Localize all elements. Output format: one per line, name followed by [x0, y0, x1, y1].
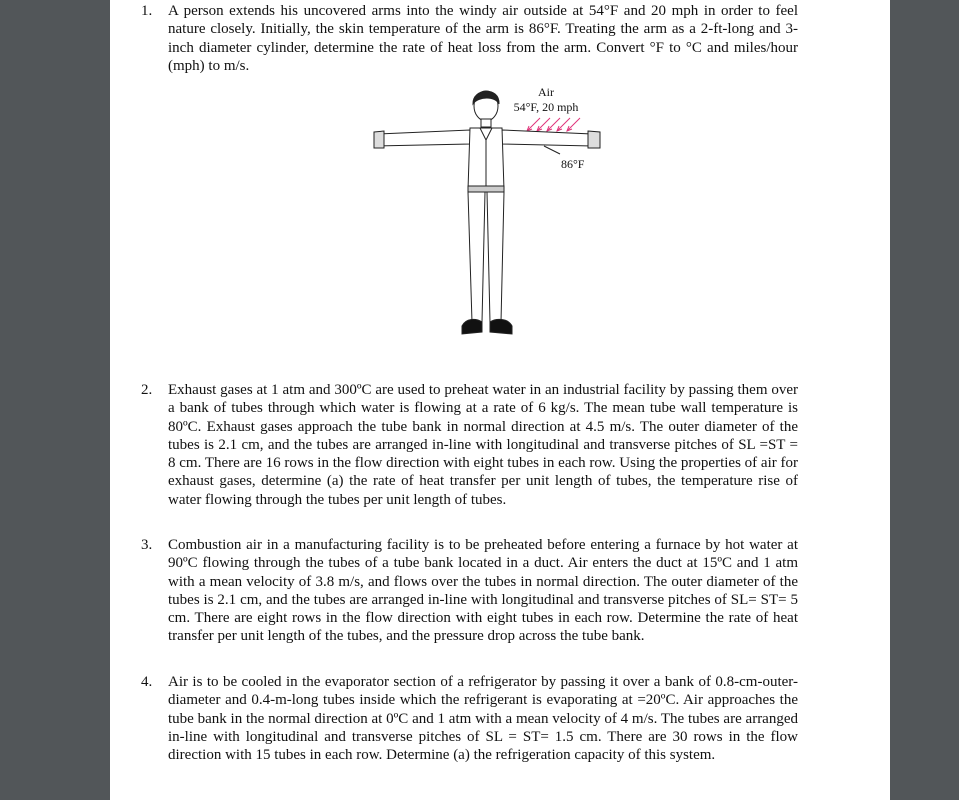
problem-4	[141, 673, 798, 764]
document-page	[110, 0, 890, 800]
problem-1	[141, 2, 798, 75]
problem-text: Exhaust gases at 1 atm and 300ºC are used to preheat water in an industrial facility by passing them over a bank of tubes through which water is flowing at a rate of 6 kg/s. The mean tube wall temperature is 80ºC. Exhaust gases approach the tube bank in normal direction at 4.5 m/s. The outer diameter of the tubes is 2.1 cm, and the tubes are arranged in-line with longitudinal and transverse pitches of SL =ST = 8 cm. There are 16 rows in the flow direction with eight tubes in each row. Using the properties of air for exhaust gases, determine (a) the rate of heat transfer per unit length of tubes, the temperature rise of water flowing through the tubes per unit length of tubes.	[168, 382, 798, 508]
problem-text: A person extends his uncovered arms into the windy air outside at 54°F and 20 mph in order to feel nature closely. Initially, the skin temperature of the arm is 86°F. Treating the arm as a 2-ft-long and 3-inch diameter cylinder, determine the rate of heat loss from the arm. Convert °F to °C and miles/hour (mph) to m/s.	[168, 3, 798, 74]
problem-text: Combustion air in a manufacturing facility is to be preheated before entering a furnace by hot water at 90ºC flowing through the tubes of a tube bank located in a duct. Air enters the duct at 15ºC and 1 atm with a mean velocity of 3.8 m/s, and flows over the tubes in normal direction. The outer diameter of the tubes is 2.1 cm, and the tubes are arranged in-line with longitudinal and transverse pitches of SL= ST= 5 cm. There are eight rows in the flow direction with eight tubes in each row. Determine the rate of heat transfer per unit length of the tubes, and the pressure drop across the tube bank.	[168, 537, 798, 645]
problem-number: 4.	[141, 674, 153, 690]
problem-3	[141, 536, 798, 646]
air-conditions-label: 54°F, 20 mph	[513, 100, 579, 114]
problem-number: 2.	[141, 382, 153, 398]
person-illustration	[374, 91, 600, 334]
problem-2	[141, 381, 798, 509]
wind-arrows	[527, 118, 580, 131]
problem-text: Air is to be cooled in the evaporator section of a refrigerator by passing it over a bank of 0.8-cm-outer-diameter and 0.4-m-long tubes inside which the refrigerant is evaporating at =20ºC. Air approaches the tube bank in the normal direction at 0ºC and 1 atm with a mean velocity of 4 m/s. The tubes are arranged in-line with longitudinal and transverse pitches of SL = ST= 1.5 cm. There are 30 rows in the flow direction with 15 tubes in each row. Determine (a) the refrigeration capacity of this system.	[168, 674, 798, 764]
skin-temp-label: 86°F	[561, 157, 585, 171]
air-label: Air	[538, 85, 554, 99]
person-arms-figure	[368, 82, 608, 344]
problem-number: 3.	[141, 537, 153, 553]
problem-number: 1.	[141, 3, 153, 19]
skin-temp-leader	[544, 146, 560, 154]
